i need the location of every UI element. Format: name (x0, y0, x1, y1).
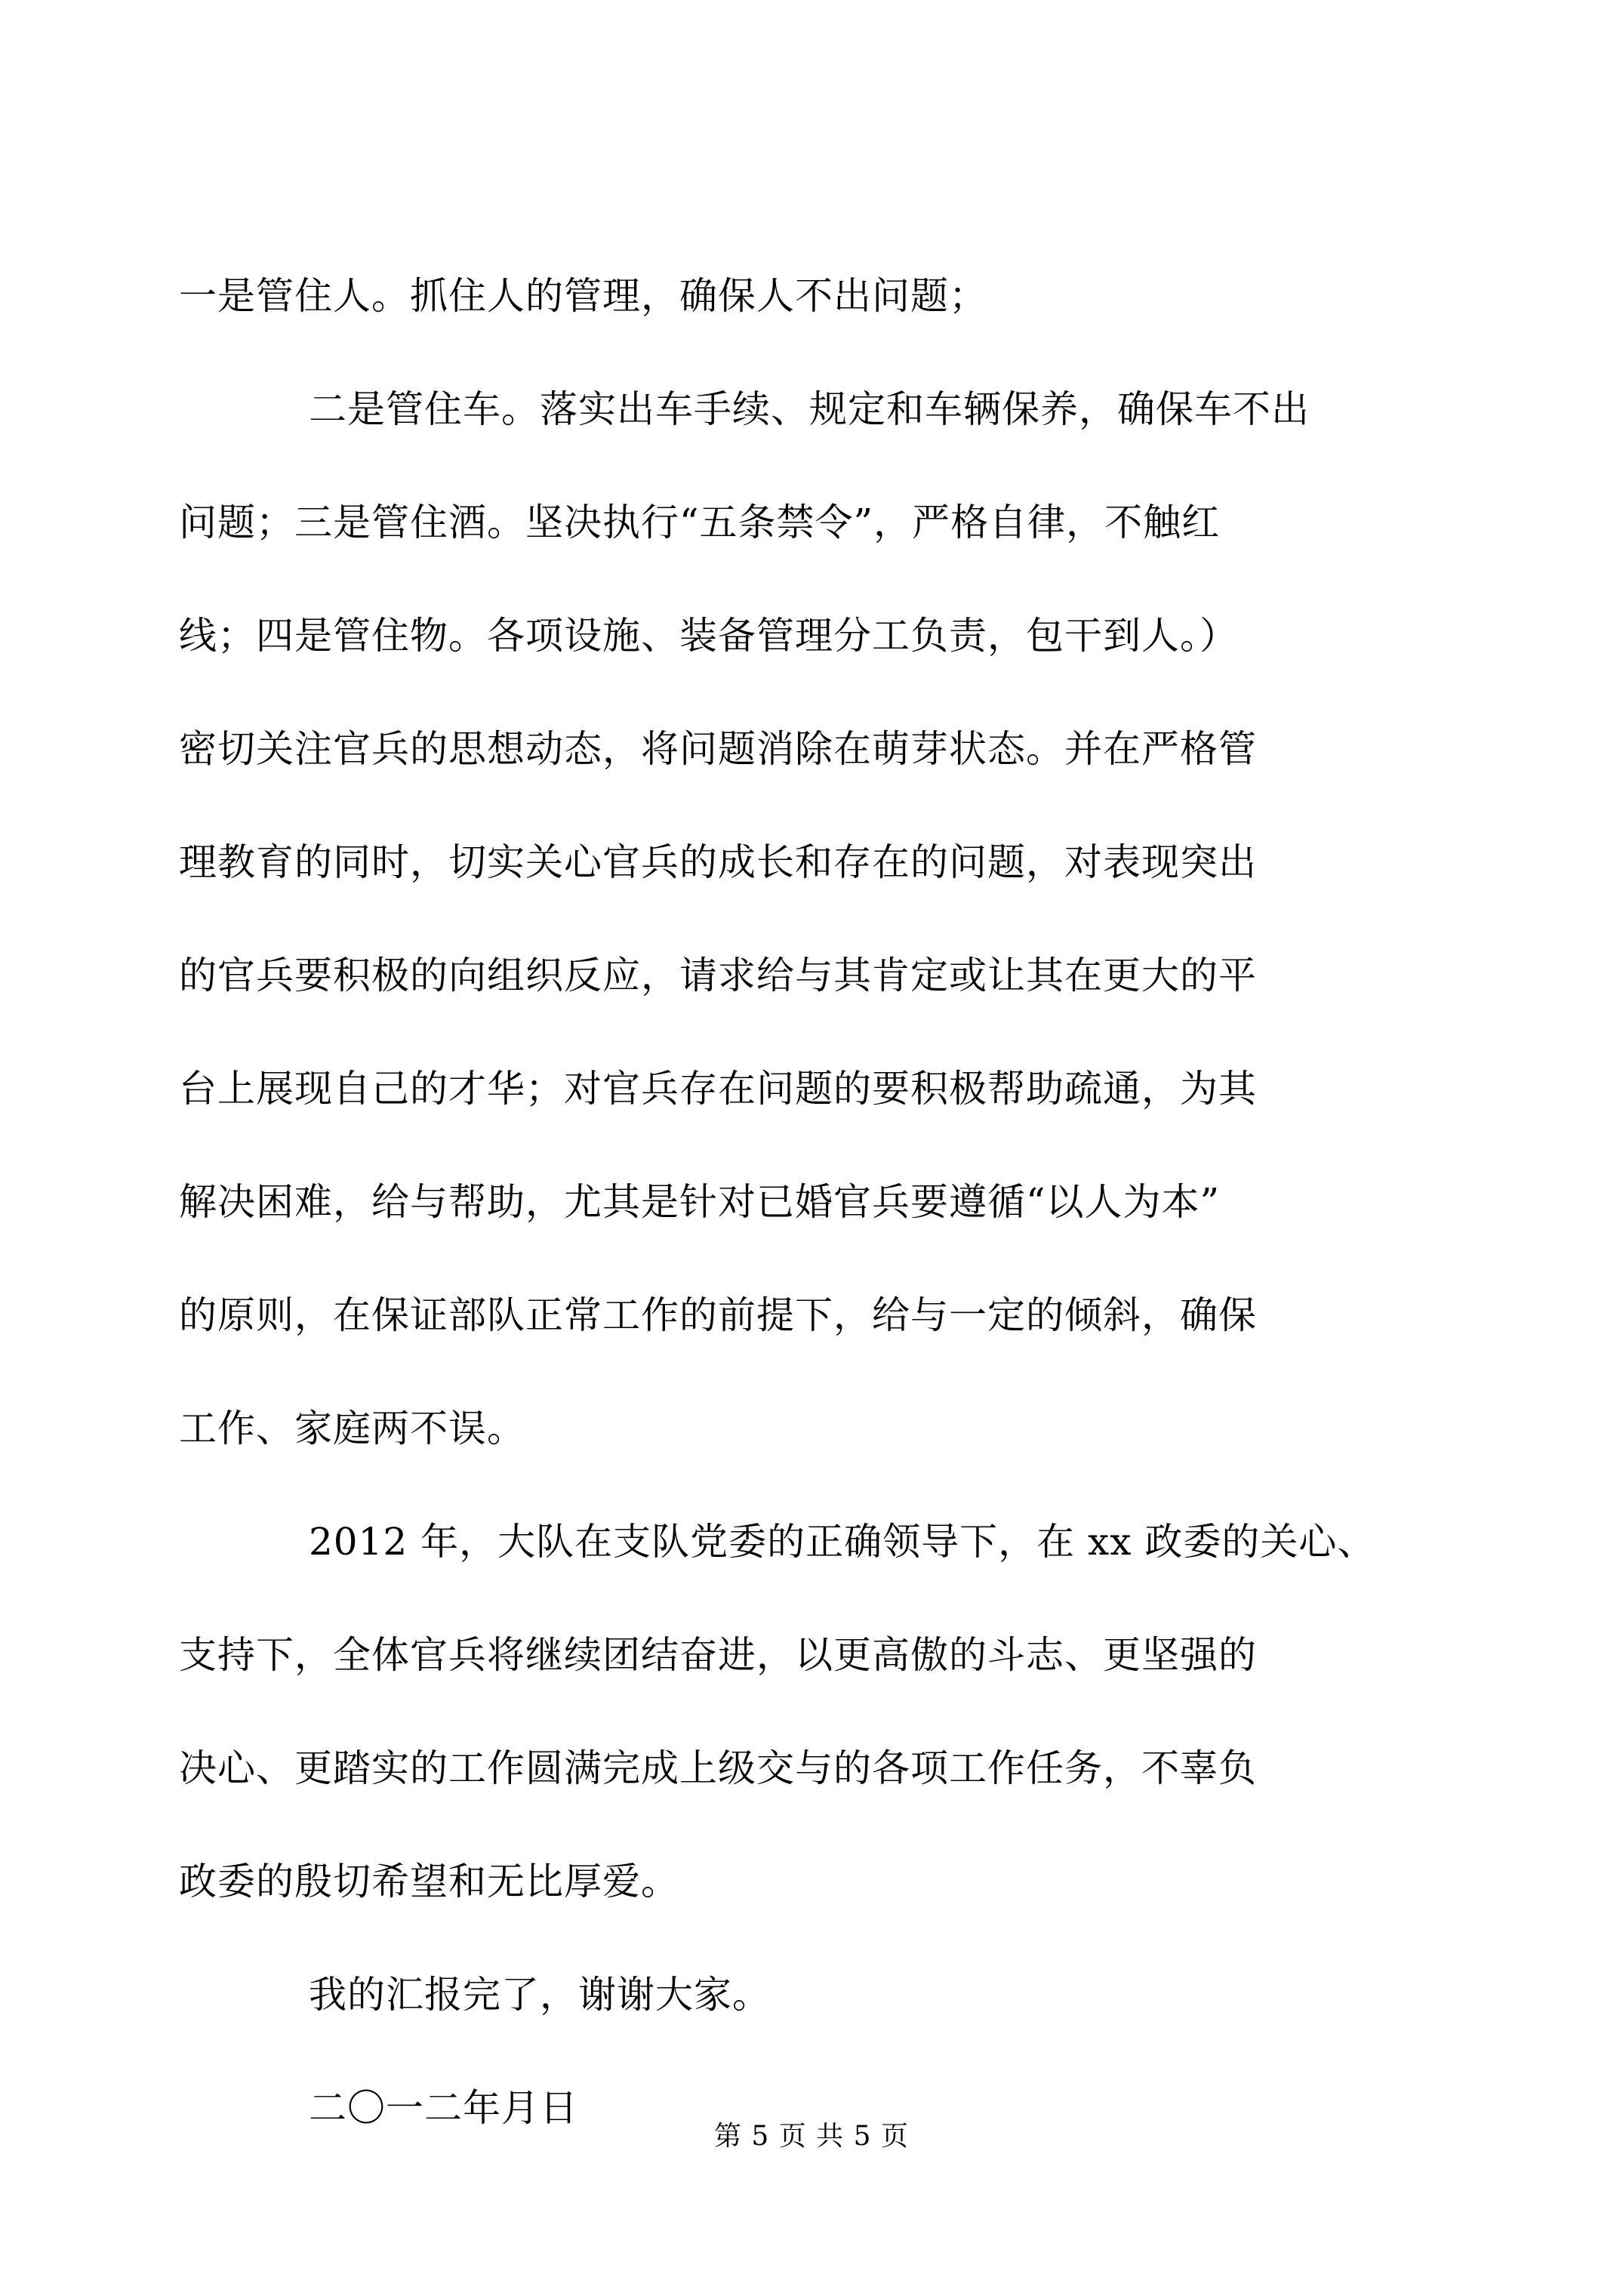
page-footer: 第 5 页 共 5 页 (713, 2121, 910, 2152)
paragraph-line: 台上展现自己的才华；对官兵存在问题的要积极帮助疏通，为其 (179, 1067, 1257, 1111)
closing-line: 我的汇报完了，谢谢大家。 (309, 1973, 771, 2017)
paragraph-line: 政委的殷切希望和无比厚爱。 (179, 1860, 679, 1903)
paragraph-line: 支持下，全体官兵将继续团结奋进，以更高傲的斗志、更坚强的 (179, 1633, 1257, 1677)
paragraph-line: 决心、更踏实的工作圆满完成上级交与的各项工作任务，不辜负 (179, 1746, 1257, 1790)
paragraph-line: 问题；三是管住酒。坚决执行“五条禁令”，严格自律，不触红 (179, 501, 1221, 544)
date-line: 二〇一二年月日 (309, 2086, 578, 2130)
paragraph-line: 的原则，在保证部队正常工作的前提下，给与一定的倾斜，确保 (179, 1293, 1257, 1337)
paragraph-line: 2012 年，大队在支队党委的正确领导下，在 xx 政委的关心、 (309, 1520, 1376, 1564)
paragraph-line: 的官兵要积极的向组织反应，请求给与其肯定或让其在更大的平 (179, 954, 1257, 997)
paragraph-line: 理教育的同时，切实关心官兵的成长和存在的问题，对表现突出 (179, 840, 1257, 884)
paragraph-line: 密切关注官兵的思想动态，将问题消除在萌芽状态。并在严格管 (179, 727, 1257, 771)
paragraph-line: 一是管住人。抓住人的管理，确保人不出问题； (179, 274, 987, 318)
paragraph-line: 工作、家庭两不误。 (179, 1407, 525, 1450)
paragraph-line: 线；四是管住物。各项设施、装备管理分工负责，包干到人。） (179, 614, 1238, 658)
paragraph-line: 解决困难，给与帮助，尤其是针对已婚官兵要遵循“以人为本” (179, 1180, 1221, 1224)
paragraph-line: 二是管住车。落实出车手续、规定和车辆保养，确保车不出 (309, 387, 1310, 431)
